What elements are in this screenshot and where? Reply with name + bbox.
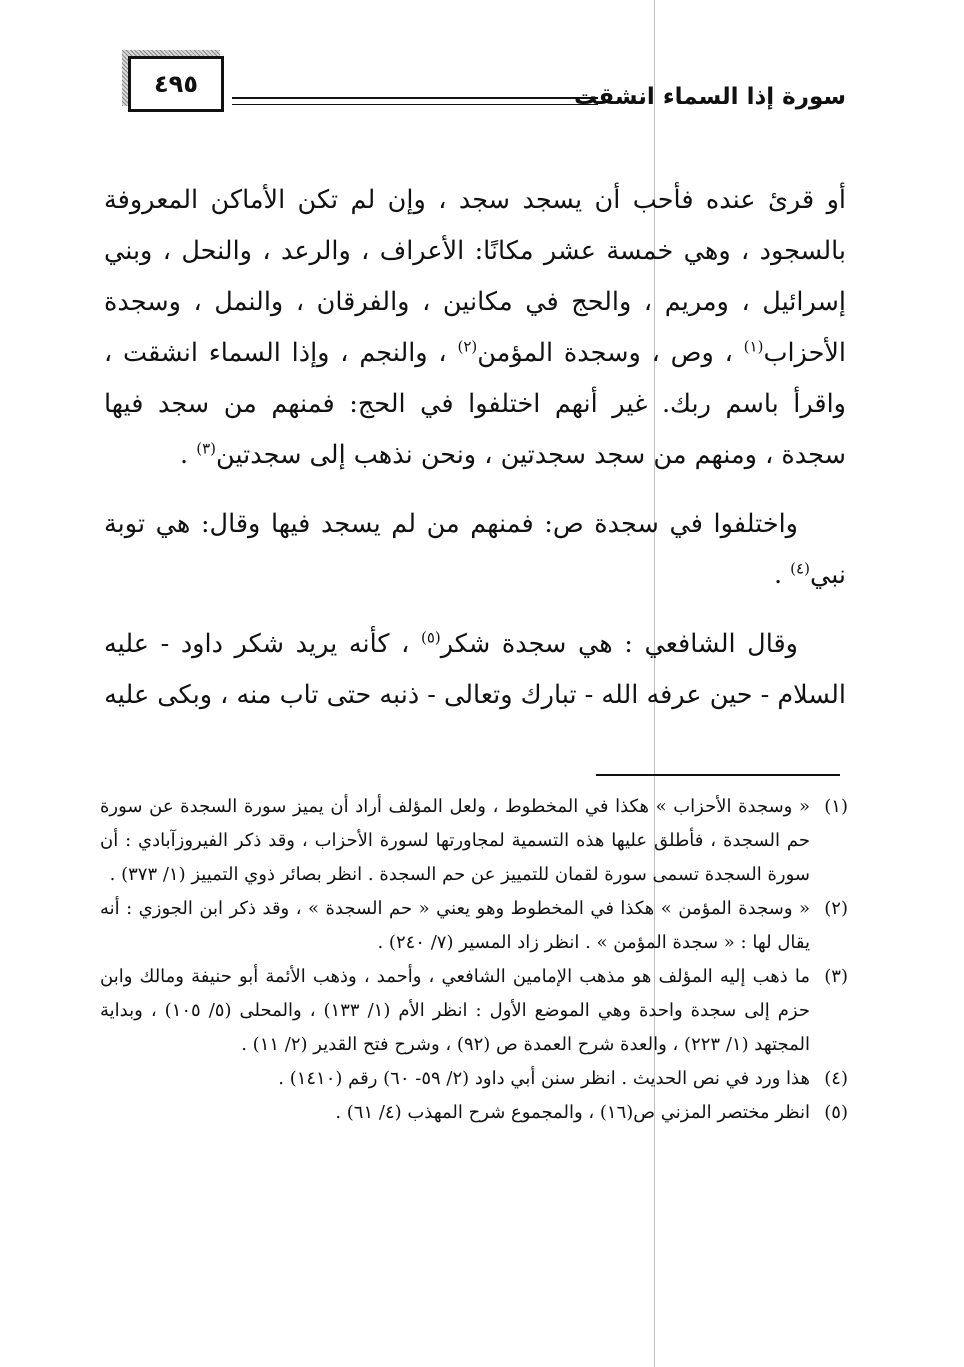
footnote-3 [100, 960, 848, 1062]
paragraph-2 [104, 499, 846, 601]
paragraph-1-text-a: أو قرئ عنده فأحب أن يسجد سجد ، وإن لم تكن الأماكن المعروفة بالسجود ، وهي خمسة عشر مكانًا: الأعراف ، والرعد ، والنحل ، وبني إسرائيل ، ومريم ، والحج في مكانين ، والفرقان ، والنمل ، وسجدة الأحزاب [104, 185, 846, 368]
page-number: ٤٩٥ [128, 56, 224, 112]
footnote-ref-5: (٥) [420, 628, 441, 647]
paragraph-1-text-b: ، وص ، وسجدة المؤمن [477, 338, 744, 368]
footnote-1 [100, 790, 848, 892]
footnote-5-number: (٥) [824, 1102, 848, 1123]
footnote-2 [100, 892, 848, 960]
paragraph-1 [104, 175, 846, 481]
footnote-ref-1: (١) [743, 337, 764, 356]
paragraph-3-text-a: وقال الشافعي : هي سجدة شكر [440, 629, 798, 659]
footnote-4-text: هذا ورد في نص الحديث . انظر سنن أبي داود (٢/ ٥٩- ٦٠) رقم (١٤١٠) . [278, 1068, 810, 1089]
paragraph-2-text-a: واختلفوا في سجدة ص: فمنهم من لم يسجد فيها وقال: هي توبة نبي [104, 509, 846, 590]
header-rule [232, 97, 598, 105]
footnote-3-number: (٣) [824, 966, 848, 987]
paragraph-1-text-d: . [180, 440, 197, 470]
paragraph-3 [104, 619, 846, 721]
footnote-5-text: انظر مختصر المزني ص(١٦) ، والمجموع شرح المهذب (٤/ ٦١) . [335, 1102, 810, 1123]
footnote-5 [100, 1096, 848, 1130]
paragraph-3-text-b: ، كأنه يريد شكر داود - عليه السلام - حين عرفه الله - تبارك وتعالى - ذنبه حتى تاب منه ، وبكى عليه [104, 629, 846, 710]
main-text [104, 175, 846, 739]
footnote-2-text: « وسجدة المؤمن » هكذا في المخطوط وهو يعني « حم السجدة » ، وقد ذكر ابن الجوزي : أنه يقال لها : « سجدة المؤمن » . انظر زاد المسير (٧/ ٢٤٠) . [100, 898, 810, 953]
footnote-4-number: (٤) [824, 1068, 848, 1089]
paragraph-2-text-b: . [773, 560, 791, 590]
paragraph-1-text-c: ، والنجم ، وإذا السماء انشقت ، واقرأ باسم ربك. غير أنهم اختلفوا في الحج: فمنهم من سجد فيها سجدة ، ومنهم من سجد سجدتين ، ونحن نذهب إلى سجدتين [104, 338, 846, 470]
footnotes [100, 790, 848, 1130]
footnote-ref-3: (٣) [196, 439, 217, 458]
surah-title: سورة إذا السماء انشقت [573, 84, 846, 110]
footnote-3-text: ما ذهب إليه المؤلف هو مذهب الإمامين الشافعي ، وأحمد ، وذهب الأئمة أبو حنيفة ومالك وابن حزم إلى سجدة واحدة وهي الموضع الأول : انظر الأم (١/ ١٣٣) ، والمحلى (٥/ ١٠٥) ، وبداية المجتهد (١/ ٢٢٣) ، والعدة شرح العمدة ص (٩٢) ، وشرح فتح القدير (٢/ ١١) . [100, 966, 810, 1055]
footnote-2-number: (٢) [824, 898, 848, 919]
footnote-4 [100, 1062, 848, 1096]
footnote-1-number: (١) [824, 796, 848, 817]
footnote-separator [596, 774, 840, 776]
footnote-ref-4: (٤) [790, 559, 810, 578]
footnote-1-text: « وسجدة الأحزاب » هكذا في المخطوط ، ولعل المؤلف أراد أن يميز سورة السجدة عن سورة حم السجدة ، فأطلق عليها هذه التسمية لمجاورتها لسورة الأحزاب ، وقد ذكر الفيروزآبادي : أن سورة السجدة تسمى سورة لقمان للتمييز عن حم السجدة . انظر بصائر ذوي التمييز (١/ ٣٧٣) . [100, 796, 810, 885]
footnote-ref-2: (٢) [457, 337, 478, 356]
